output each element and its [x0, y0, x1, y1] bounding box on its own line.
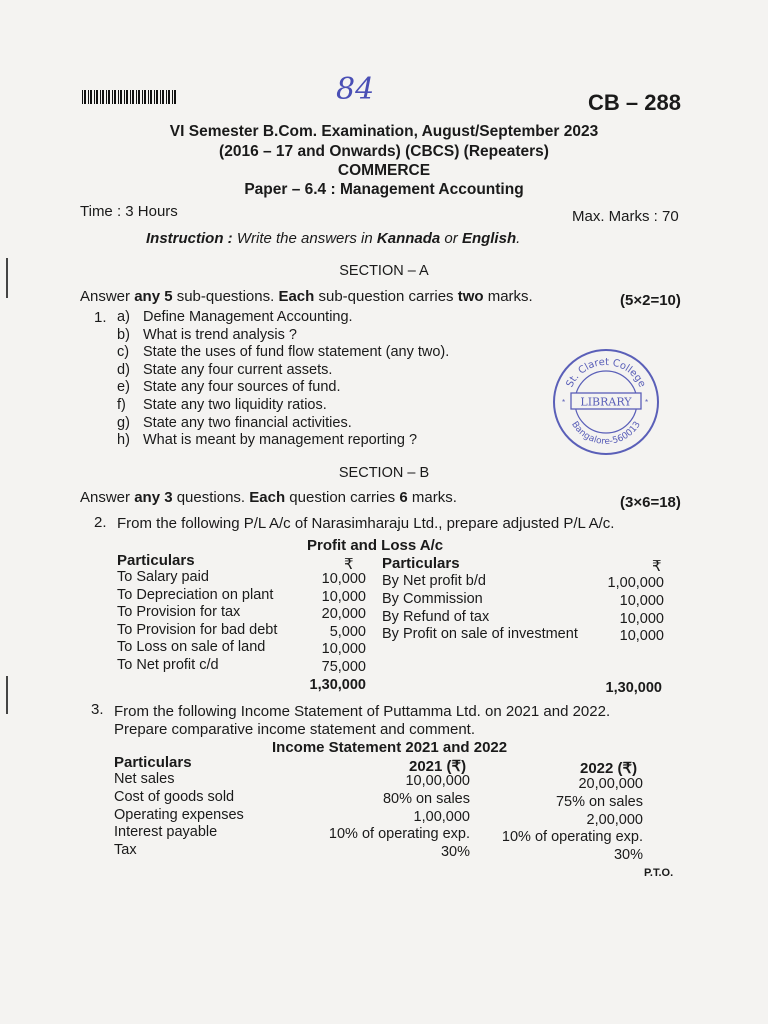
list-item: b) What is trend analysis ?	[117, 326, 297, 343]
instruction: Instruction : Write the answers in Kannada or English.	[146, 230, 521, 247]
table-cell: 30%	[613, 847, 643, 864]
income-2021-values	[290, 773, 470, 862]
income-col-2022: 2022 (₹)	[580, 760, 638, 777]
income-items	[114, 771, 244, 860]
stamp-top-text: St. Claret College	[564, 356, 648, 390]
pl-debit-rupee: ₹	[344, 556, 354, 573]
table-row: Interest payable	[114, 824, 218, 841]
exam-time: Time : 3 Hours	[80, 203, 178, 220]
table-row: Tax	[114, 842, 137, 859]
question-2-text: From the following P/L A/c of Narasimharaju Ltd., prepare adjusted P/L A/c.	[117, 515, 615, 532]
exam-title: VI Semester B.Com. Examination, August/September 2023	[169, 123, 599, 140]
table-cell: 20,000	[321, 606, 366, 623]
table-row: By Refund of tax	[382, 608, 490, 625]
table-cell: 1,00,000	[607, 575, 664, 591]
pl-table-title: Profit and Loss A/c	[307, 537, 444, 554]
table-cell: 5,000	[329, 623, 366, 640]
table-row: To Depreciation on plant	[117, 586, 274, 603]
pl-debit-total: 1,30,000	[309, 677, 366, 693]
income-2022-values	[470, 776, 643, 865]
pl-credit-items	[382, 573, 578, 644]
table-cell: 10,000	[321, 571, 366, 587]
table-row: Cost of goods sold	[114, 788, 235, 805]
question-3-text-2: Prepare comparative income statement and comment.	[114, 721, 476, 738]
table-cell: 75,000	[321, 658, 366, 675]
stamp-bottom-text: Bangalore-560013	[569, 419, 643, 448]
table-row: To Salary paid	[117, 569, 209, 585]
pl-debit-header: Particulars	[117, 552, 195, 569]
table-row: Net sales	[114, 771, 175, 787]
table-row: To Provision for tax	[117, 604, 241, 621]
table-cell: 10,000	[619, 610, 664, 627]
section-b-title: SECTION – B	[338, 465, 430, 481]
pl-debit-items	[117, 569, 277, 675]
handwritten-number: 84	[336, 72, 375, 107]
table-cell: 10% of operating exp.	[501, 829, 643, 846]
table-row: By Commission	[382, 590, 483, 607]
table-row: By Net profit b/d	[382, 573, 486, 589]
table-cell: 10,000	[619, 628, 664, 645]
paper-title: Paper – 6.4 : Management Accounting	[244, 181, 524, 198]
library-stamp	[551, 347, 661, 457]
table-cell: 10% of operating exp.	[328, 826, 470, 843]
table-row: To Loss on sale of land	[117, 639, 266, 656]
table-cell: 10,000	[321, 641, 366, 658]
table-row: Operating expenses	[114, 806, 244, 823]
list-item: d) State any four current assets.	[117, 361, 333, 378]
table-cell: 10,000	[321, 588, 366, 605]
list-item: h) What is meant by management reporting ?	[117, 432, 418, 449]
svg-text:*: *	[645, 398, 649, 407]
section-b-marks: (3×6=18)	[620, 494, 681, 511]
table-cell: 80% on sales	[382, 790, 470, 807]
pl-credit-rupee: ₹	[652, 558, 662, 575]
income-table-title: Income Statement 2021 and 2022	[272, 739, 508, 756]
barcode	[82, 90, 178, 104]
pl-credit-amounts	[584, 575, 664, 646]
table-cell: 10,000	[619, 592, 664, 609]
question-3-text-1: From the following Income Statement of Puttamma Ltd. on 2021 and 2022.	[114, 703, 611, 720]
table-cell: 1,00,000	[413, 808, 470, 825]
scan-margin-mark	[6, 676, 8, 714]
section-a-marks: (5×2=10)	[620, 292, 681, 309]
question-3-number: 3.	[91, 701, 104, 718]
pto-note: P.T.O.	[644, 867, 674, 879]
svg-text:*: *	[562, 398, 566, 407]
list-item: c) State the uses of fund flow statement (any two).	[117, 344, 450, 361]
max-marks: Max. Marks : 70	[572, 208, 679, 225]
section-a-title: SECTION – A	[339, 263, 429, 279]
list-item: g) State any two financial activities.	[117, 414, 352, 431]
instruction-label: Instruction :	[146, 230, 233, 247]
svg-text:St. Claret College	[565, 357, 648, 389]
table-cell: 10,00,000	[405, 773, 470, 789]
table-row: To Net profit c/d	[117, 656, 219, 673]
table-cell: 30%	[440, 844, 470, 861]
pl-debit-amounts	[288, 571, 366, 677]
question-1-list	[117, 309, 449, 450]
question-2-number: 2.	[94, 514, 107, 531]
list-item: e) State any four sources of fund.	[117, 379, 341, 396]
income-col-particulars: Particulars	[114, 754, 192, 771]
table-cell: 75% on sales	[555, 793, 643, 810]
pl-credit-total: 1,30,000	[605, 680, 662, 696]
table-cell: 2,00,000	[586, 811, 643, 828]
exam-scheme: (2016 – 17 and Onwards) (CBCS) (Repeaters)	[219, 143, 549, 160]
section-b-instruction: Answer any 3 questions. Each question carries 6 marks.	[80, 489, 457, 506]
list-item: f) State any two liquidity ratios.	[117, 396, 327, 413]
table-row: By Profit on sale of investment	[382, 626, 578, 643]
question-1-number: 1.	[94, 309, 107, 326]
list-item: a) Define Management Accounting.	[117, 309, 353, 325]
section-a-instruction: Answer any 5 sub-questions. Each sub-question carries two marks.	[80, 288, 533, 305]
subject: COMMERCE	[337, 162, 431, 179]
stamp-center-text: LIBRARY	[580, 395, 632, 409]
pl-credit-header: Particulars	[382, 555, 460, 572]
table-cell: 20,00,000	[578, 776, 643, 792]
income-col-2021: 2021 (₹)	[409, 758, 467, 775]
paper-code: CB – 288	[588, 90, 681, 115]
table-row: To Provision for bad debt	[117, 621, 278, 638]
